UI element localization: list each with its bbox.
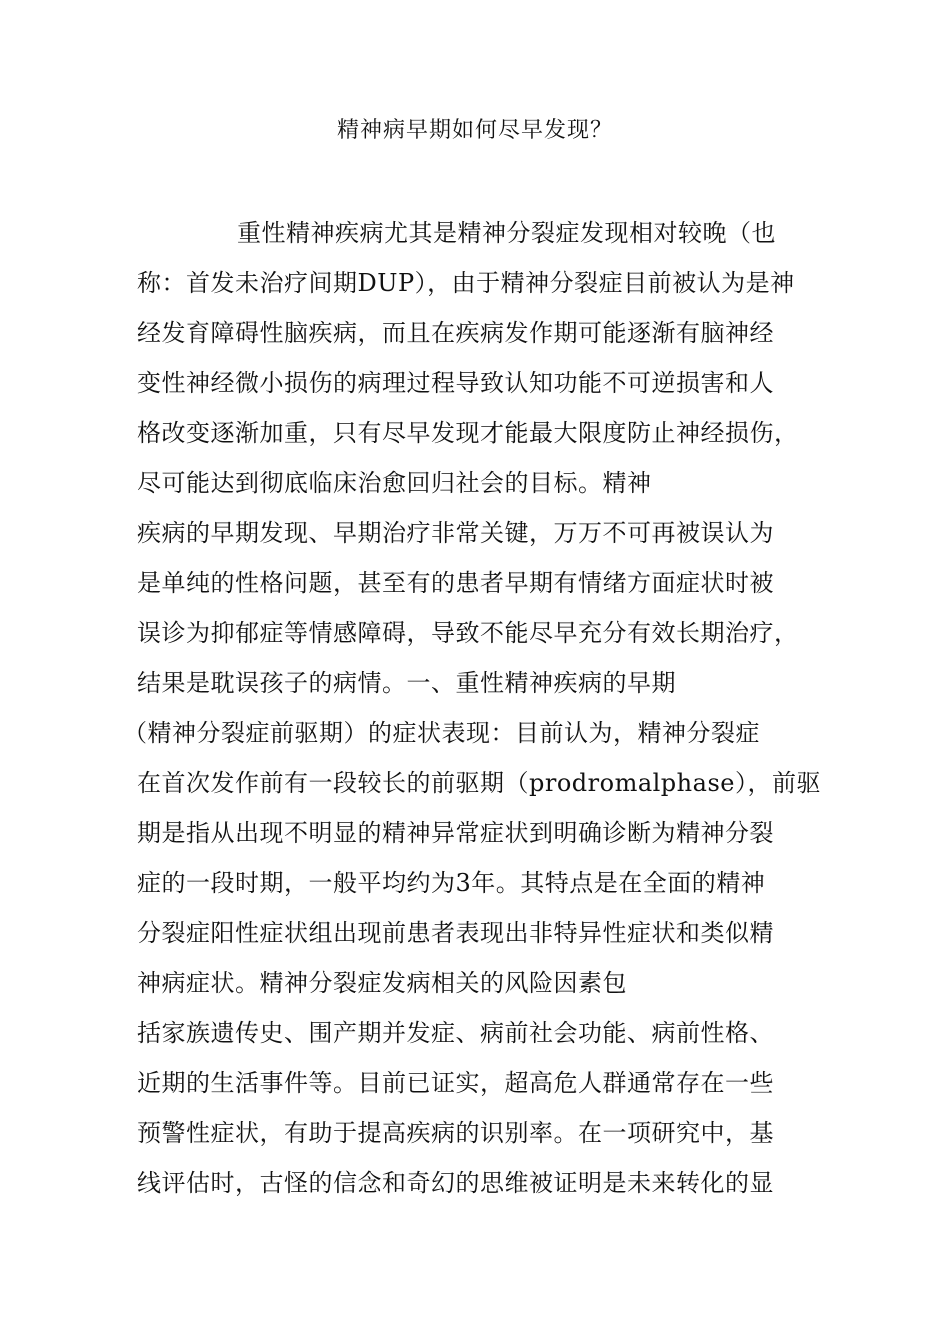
paragraph-line: 神病症状。精神分裂症发病相关的风险因素包: [137, 969, 627, 997]
paragraph-line: 称：首发未治疗间期DUP），由于精神分裂症目前被认为是神: [137, 269, 795, 297]
paragraph-line: 变性神经微小损伤的病理过程导致认知功能不可逆损害和人: [137, 369, 774, 397]
paragraph-line: 括家族遗传史、围产期并发症、病前社会功能、病前性格、: [137, 1019, 774, 1047]
document-body: [123, 208, 827, 1208]
paragraph-line: （精神分裂症前驱期）的症状表现：目前认为，精神分裂症: [123, 719, 760, 747]
paragraph-line: 格改变逐渐加重，只有尽早发现才能最大限度防止神经损伤，: [137, 419, 799, 447]
paragraph-line: 经发育障碍性脑疾病，而且在疾病发作期可能逐渐有脑神经: [137, 319, 774, 347]
paragraph-line: 尽可能达到彻底临床治愈回归社会的目标。精神: [137, 469, 652, 497]
paragraph-line: 重性精神疾病尤其是精神分裂症发现相对较晚（也: [237, 219, 776, 247]
document-title: 精神病早期如何尽早发现？: [336, 118, 613, 143]
paragraph-line: 在首次发作前有一段较长的前驱期（prodromalphase），前驱: [137, 769, 821, 797]
paragraph-line: 结果是耽误孩子的病情。一、重性精神疾病的早期: [137, 669, 676, 697]
paragraph-line: 分裂症阳性症状组出现前患者表现出非特异性症状和类似精: [137, 919, 774, 947]
paragraph-line: 疾病的早期发现、早期治疗非常关键，万万不可再被误认为: [137, 519, 774, 547]
paragraph-line: 误诊为抑郁症等情感障碍，导致不能尽早充分有效长期治疗，: [137, 619, 799, 647]
paragraph-line: 近期的生活事件等。目前已证实，超高危人群通常存在一些: [137, 1069, 774, 1097]
paragraph-line: 症的一段时期，一般平均约为3年。其特点是在全面的精神: [137, 869, 766, 897]
paragraph-line: 线评估时，古怪的信念和奇幻的思维被证明是未来转化的显: [137, 1169, 774, 1197]
paragraph-line: 是单纯的性格问题，甚至有的患者早期有情绪方面症状时被: [137, 569, 774, 597]
paragraph-line: 期是指从出现不明显的精神异常症状到明确诊断为精神分裂: [137, 819, 774, 847]
paragraph-line: 预警性症状，有助于提高疾病的识别率。在一项研究中，基: [137, 1119, 774, 1147]
